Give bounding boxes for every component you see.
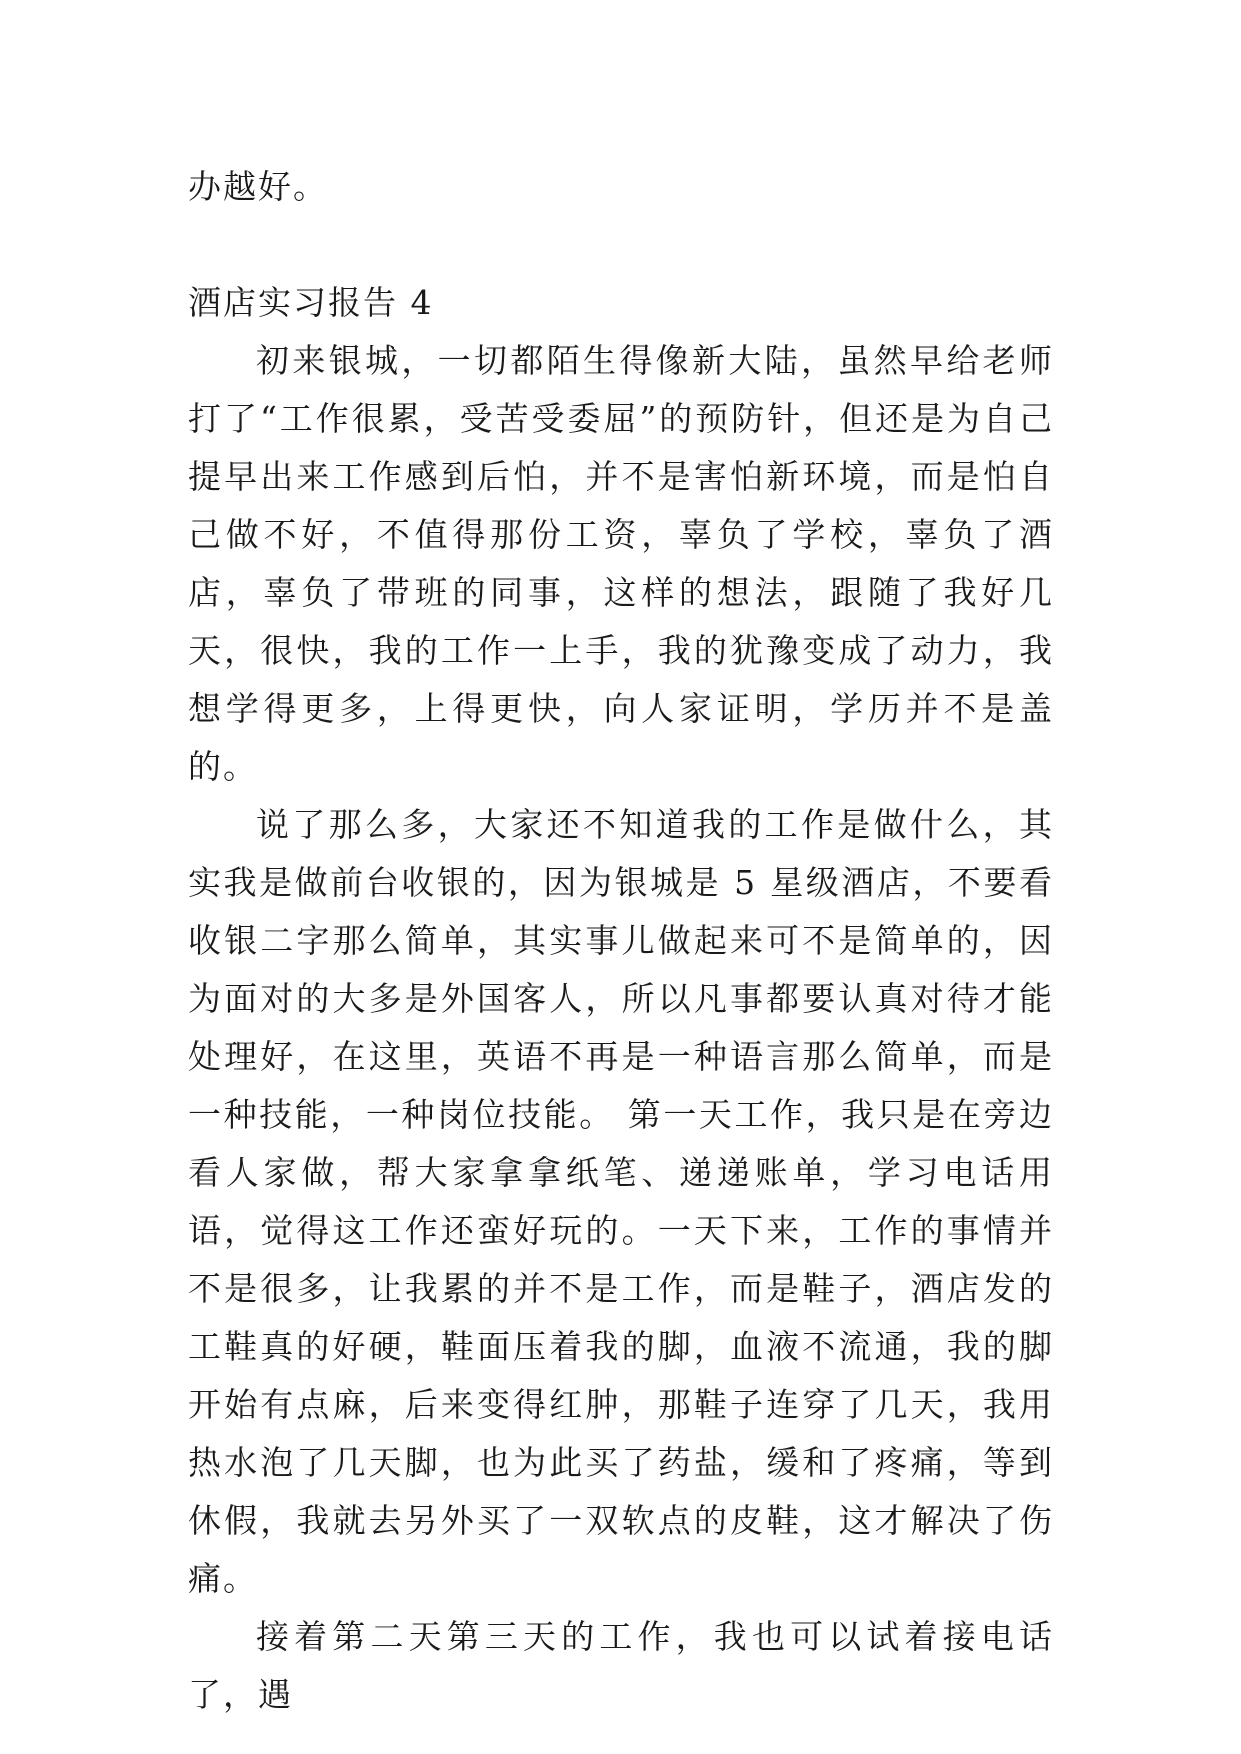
paragraph-gap <box>188 216 1054 274</box>
paragraph-1: 初来银城，一切都陌生得像新大陆，虽然早给老师打了“工作很累，受苦受委屈”的预防针，但还是为自己提早出来工作感到后怕，并不是害怕新环境，而是怕自己做不好，不值得那份工资，辜负了学校，辜负了酒店，辜负了带班的同事，这样的想法，跟随了我好几天，很快，我的工作一上手，我的犹豫变成了动力，我想学得更多，上得更快，向人家证明，学历并不是盖的。 <box>188 341 1054 786</box>
document-body <box>188 158 1054 1724</box>
section-heading: 酒店实习报告 4 <box>188 283 434 322</box>
continuation-text: 办越好。 <box>188 167 328 206</box>
paragraph-3: 接着第二天第三天的工作，我也可以试着接电话了，遇 <box>188 1617 1054 1714</box>
paragraph-2: 说了那么多，大家还不知道我的工作是做什么，其实我是做前台收银的，因为银城是 5 星级酒店，不要看收银二字那么简单，其实事儿做起来可不是简单的，因为面对的大多是外国客人，所以凡事都要认真对待才能处理好，在这里，英语不再是一种语言那么简单，而是一种技能，一种岗位技能。 第一天工作，我只是在旁边看人家做，帮大家拿拿纸笔、递递账单，学习电话用语，觉得这工作还蛮好玩的。一天下来，工作的事情并不是很多，让我累的并不是工作，而是鞋子，酒店发的工鞋真的好硬，鞋面压着我的脚，血液不流通，我的脚开始有点麻，后来变得红肿，那鞋子连穿了几天，我用热水泡了几天脚，也为此买了药盐，缓和了疼痛，等到休假，我就去另外买了一双软点的皮鞋，这才解决了伤痛。 <box>188 805 1054 1598</box>
